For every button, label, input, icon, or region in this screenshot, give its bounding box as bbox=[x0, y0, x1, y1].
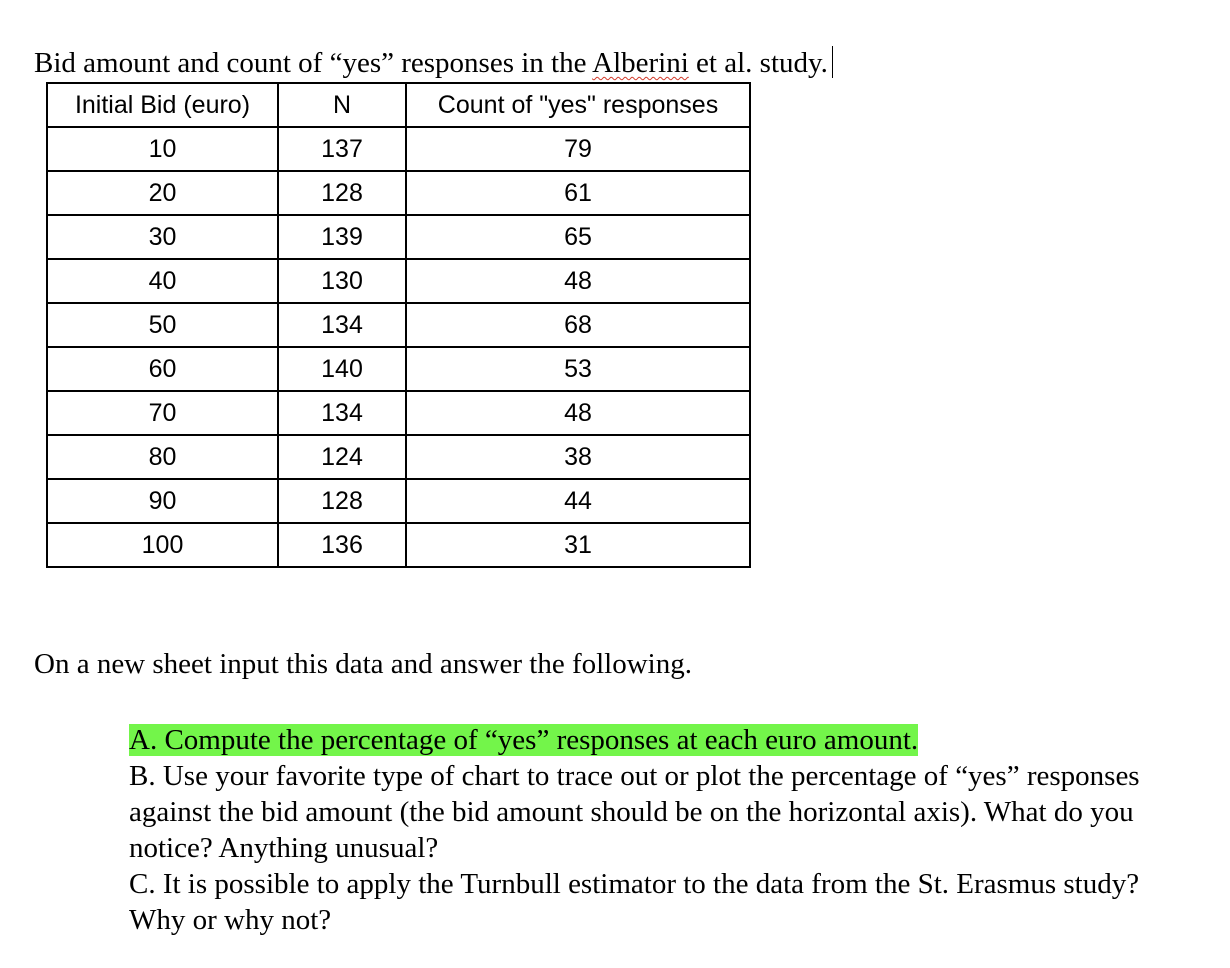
cell-n: 128 bbox=[278, 171, 406, 215]
table-row bbox=[47, 435, 750, 479]
question-c: C. It is possible to apply the Turnbull estimator to the data from the St. Erasmus study? Why or why not? bbox=[129, 868, 1140, 936]
cell-n: 139 bbox=[278, 215, 406, 259]
table-header-row bbox=[47, 83, 750, 127]
bid-response-table bbox=[46, 82, 751, 568]
question-b: B. Use your favorite type of chart to trace out or plot the percentage of “yes” responses against the bid amount (the bid amount should be on the horizontal axis). What do you notice? Anything unusual? bbox=[129, 760, 1140, 864]
table-row bbox=[47, 391, 750, 435]
cell-bid: 30 bbox=[47, 215, 278, 259]
cell-yes: 65 bbox=[406, 215, 750, 259]
cell-n: 124 bbox=[278, 435, 406, 479]
table-row bbox=[47, 171, 750, 215]
cell-n: 137 bbox=[278, 127, 406, 171]
instructions-text: On a new sheet input this data and answer the following. bbox=[34, 648, 692, 680]
cell-n: 134 bbox=[278, 303, 406, 347]
table-row bbox=[47, 347, 750, 391]
cell-yes: 68 bbox=[406, 303, 750, 347]
text-cursor[interactable] bbox=[832, 46, 833, 78]
cell-yes: 38 bbox=[406, 435, 750, 479]
cell-bid: 80 bbox=[47, 435, 278, 479]
caption-text-end: et al. study. bbox=[688, 47, 828, 79]
cell-yes: 48 bbox=[406, 391, 750, 435]
cell-bid: 100 bbox=[47, 523, 278, 567]
cell-yes: 48 bbox=[406, 259, 750, 303]
question-list bbox=[129, 722, 1169, 938]
cell-bid: 90 bbox=[47, 479, 278, 523]
cell-yes: 31 bbox=[406, 523, 750, 567]
cell-n: 128 bbox=[278, 479, 406, 523]
header-initial-bid: Initial Bid (euro) bbox=[47, 83, 278, 127]
cell-yes: 79 bbox=[406, 127, 750, 171]
table-row bbox=[47, 479, 750, 523]
table-caption bbox=[34, 44, 833, 82]
table-row bbox=[47, 259, 750, 303]
cell-yes: 53 bbox=[406, 347, 750, 391]
caption-author-misspelled: Alberini bbox=[592, 47, 689, 79]
question-a bbox=[129, 722, 1169, 758]
cell-bid: 40 bbox=[47, 259, 278, 303]
table-row bbox=[47, 523, 750, 567]
cell-bid: 20 bbox=[47, 171, 278, 215]
table-row bbox=[47, 303, 750, 347]
cell-yes: 61 bbox=[406, 171, 750, 215]
cell-n: 130 bbox=[278, 259, 406, 303]
question-a-highlighted: A. Compute the percentage of “yes” responses at each euro amount. bbox=[129, 724, 919, 756]
cell-n: 136 bbox=[278, 523, 406, 567]
table-row bbox=[47, 127, 750, 171]
cell-bid: 70 bbox=[47, 391, 278, 435]
cell-bid: 60 bbox=[47, 347, 278, 391]
header-n: N bbox=[278, 83, 406, 127]
cell-bid: 50 bbox=[47, 303, 278, 347]
cell-n: 134 bbox=[278, 391, 406, 435]
cell-yes: 44 bbox=[406, 479, 750, 523]
cell-n: 140 bbox=[278, 347, 406, 391]
cell-bid: 10 bbox=[47, 127, 278, 171]
table-row bbox=[47, 215, 750, 259]
header-yes-count: Count of "yes" responses bbox=[406, 83, 750, 127]
caption-text-start: Bid amount and count of “yes” responses in the bbox=[34, 47, 593, 79]
